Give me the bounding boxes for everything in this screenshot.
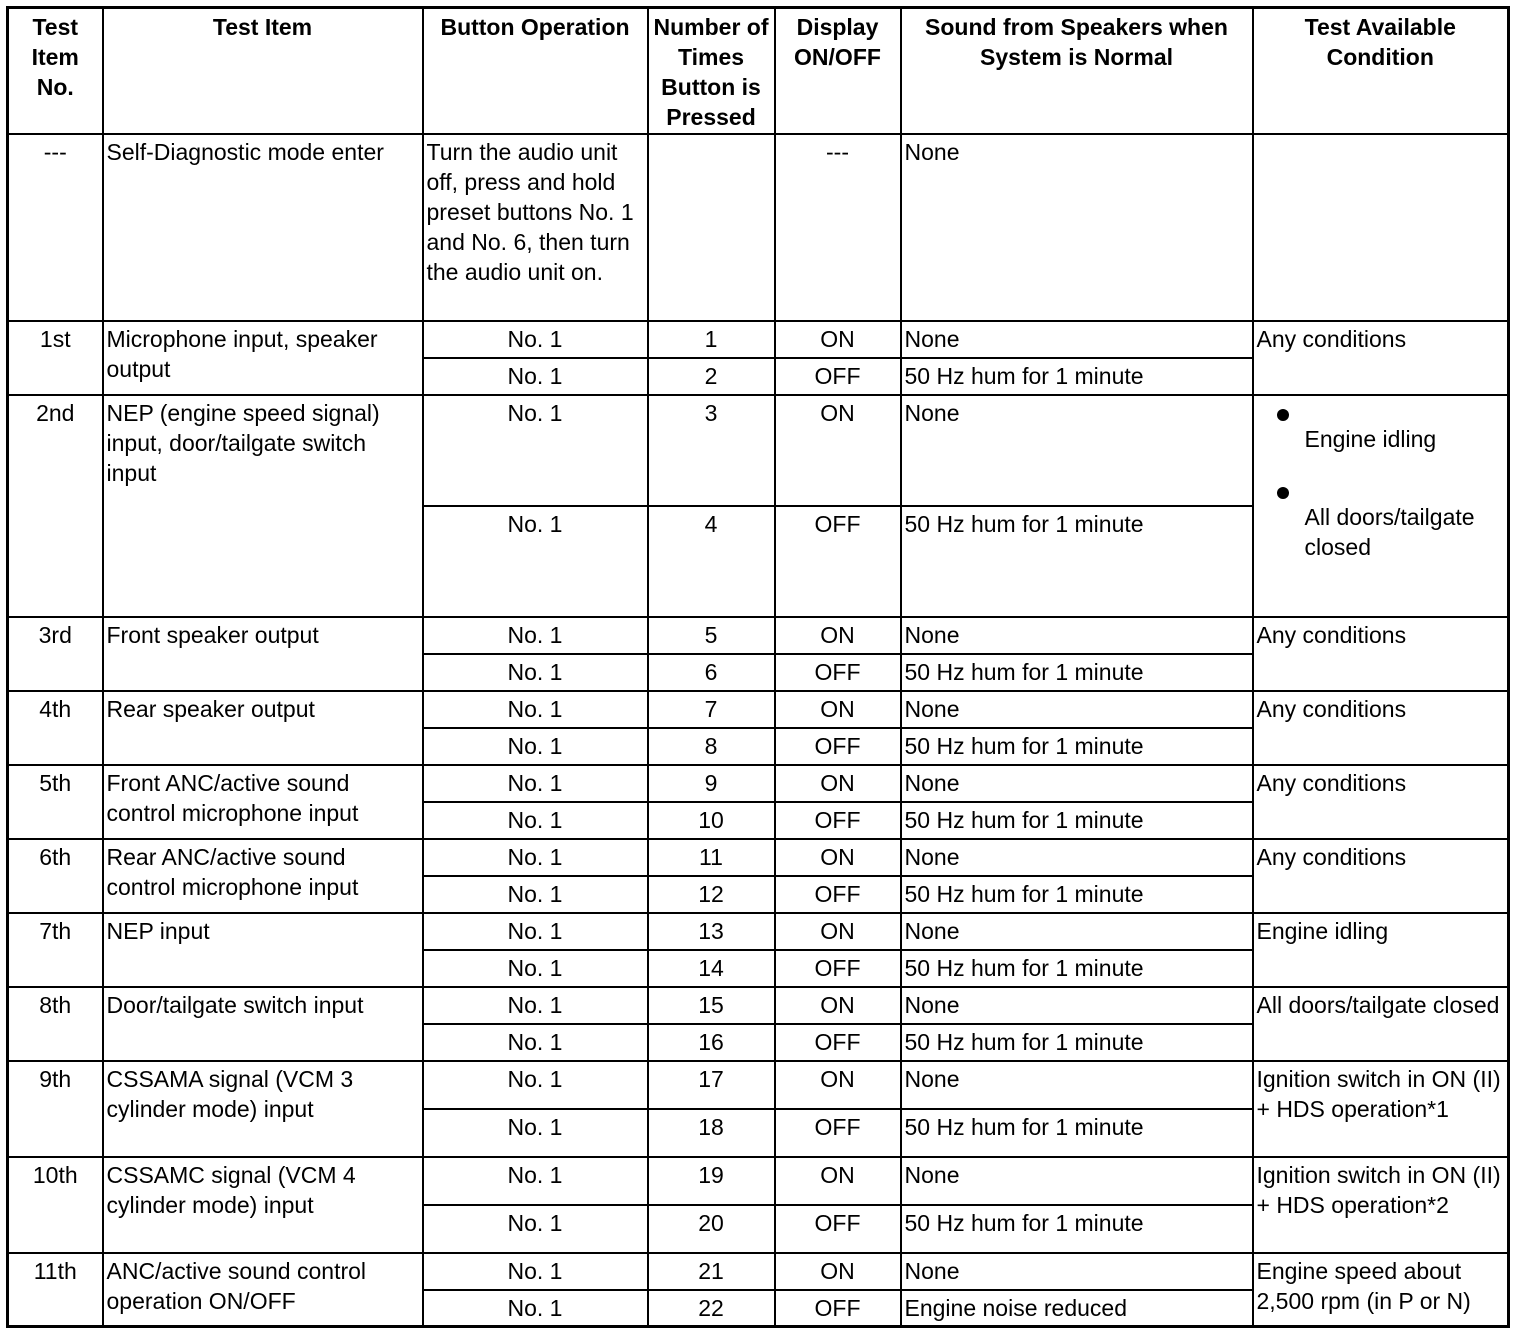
button-operation: No. 1 <box>423 913 648 950</box>
test-item-name: CSSAMA signal (VCM 3 cylinder mode) input <box>103 1061 423 1157</box>
display-state: OFF <box>775 654 901 691</box>
button-operation: No. 1 <box>423 765 648 802</box>
test-condition <box>1253 395 1509 617</box>
test-item-name: CSSAMC signal (VCM 4 cylinder mode) input <box>103 1157 423 1253</box>
speaker-sound: 50 Hz hum for 1 minute <box>901 506 1253 617</box>
speaker-sound: None <box>901 987 1253 1024</box>
speaker-sound: None <box>901 1157 1253 1205</box>
table-row <box>8 1157 1509 1205</box>
times-pressed: 15 <box>648 987 775 1024</box>
test-item-no: 11th <box>8 1253 103 1327</box>
display-state: ON <box>775 1061 901 1109</box>
button-operation: No. 1 <box>423 358 648 395</box>
speaker-sound: 50 Hz hum for 1 minute <box>901 876 1253 913</box>
header-button-operation: Button Operation <box>423 8 648 134</box>
table-row <box>8 1061 1509 1109</box>
test-condition: Any conditions <box>1253 691 1509 765</box>
speaker-sound: None <box>901 1253 1253 1290</box>
times-pressed: 22 <box>648 1290 775 1327</box>
test-item-name: ANC/active sound control operation ON/OFF <box>103 1253 423 1327</box>
display-state: ON <box>775 1253 901 1290</box>
times-pressed: 2 <box>648 358 775 395</box>
times-pressed: 11 <box>648 839 775 876</box>
test-condition: Any conditions <box>1253 617 1509 691</box>
speaker-sound: None <box>901 839 1253 876</box>
speaker-sound: None <box>901 1061 1253 1109</box>
test-condition: Engine idling <box>1253 913 1509 987</box>
button-operation: No. 1 <box>423 395 648 506</box>
display-state: OFF <box>775 728 901 765</box>
display-state: OFF <box>775 950 901 987</box>
display-state: ON <box>775 839 901 876</box>
display-state: ON <box>775 987 901 1024</box>
times-pressed: 3 <box>648 395 775 506</box>
speaker-sound: 50 Hz hum for 1 minute <box>901 950 1253 987</box>
times-pressed: 8 <box>648 728 775 765</box>
button-operation: No. 1 <box>423 1253 648 1290</box>
speaker-sound: 50 Hz hum for 1 minute <box>901 802 1253 839</box>
display-state: ON <box>775 765 901 802</box>
test-condition: Any conditions <box>1253 765 1509 839</box>
times-pressed: 9 <box>648 765 775 802</box>
times-pressed: 13 <box>648 913 775 950</box>
times-pressed: 4 <box>648 506 775 617</box>
button-operation: No. 1 <box>423 691 648 728</box>
display-state: OFF <box>775 876 901 913</box>
speaker-sound: None <box>901 395 1253 506</box>
times-pressed: 12 <box>648 876 775 913</box>
test-item-name: NEP input <box>103 913 423 987</box>
test-item-no: 3rd <box>8 617 103 691</box>
display-state: OFF <box>775 1205 901 1253</box>
test-condition: Ignition switch in ON (II) + HDS operation*1 <box>1253 1061 1509 1157</box>
test-item-no: 5th <box>8 765 103 839</box>
table-row <box>8 987 1509 1024</box>
button-operation: No. 1 <box>423 839 648 876</box>
table-row <box>8 1253 1509 1290</box>
header-display: Display ON/OFF <box>775 8 901 134</box>
table-row <box>8 321 1509 358</box>
speaker-sound: 50 Hz hum for 1 minute <box>901 728 1253 765</box>
test-item-no: 7th <box>8 913 103 987</box>
speaker-sound: None <box>901 765 1253 802</box>
speaker-sound: 50 Hz hum for 1 minute <box>901 1109 1253 1157</box>
button-operation: No. 1 <box>423 876 648 913</box>
display-state: ON <box>775 1157 901 1205</box>
test-item-no: 1st <box>8 321 103 395</box>
speaker-sound: 50 Hz hum for 1 minute <box>901 358 1253 395</box>
test-item-name: Front ANC/active sound control microphone input <box>103 765 423 839</box>
display-state: ON <box>775 321 901 358</box>
button-operation: No. 1 <box>423 617 648 654</box>
speaker-sound: Engine noise reduced <box>901 1290 1253 1327</box>
speaker-sound: 50 Hz hum for 1 minute <box>901 1024 1253 1061</box>
test-condition: Any conditions <box>1253 321 1509 395</box>
display-state: OFF <box>775 1290 901 1327</box>
button-operation: No. 1 <box>423 321 648 358</box>
test-item-name: Front speaker output <box>103 617 423 691</box>
test-item-no: 10th <box>8 1157 103 1253</box>
header-sound: Sound from Speakers when System is Normal <box>901 8 1253 134</box>
bullet-icon <box>1277 409 1289 421</box>
button-operation: No. 1 <box>423 728 648 765</box>
speaker-sound: None <box>901 617 1253 654</box>
test-item-name: Microphone input, speaker output <box>103 321 423 395</box>
speaker-sound: None <box>901 321 1253 358</box>
header-condition: Test Available Condition <box>1253 8 1509 134</box>
test-item-name: Rear ANC/active sound control microphone input <box>103 839 423 913</box>
test-item-no: 6th <box>8 839 103 913</box>
header-times-pressed: Number of Times Button is Pressed <box>648 8 775 134</box>
button-operation: No. 1 <box>423 1024 648 1061</box>
button-operation: No. 1 <box>423 802 648 839</box>
speaker-sound: 50 Hz hum for 1 minute <box>901 1205 1253 1253</box>
self-diag-item: Self-Diagnostic mode enter <box>103 134 423 321</box>
times-pressed: 1 <box>648 321 775 358</box>
test-condition: All doors/tailgate closed <box>1253 987 1509 1061</box>
self-diag-condition <box>1253 134 1509 321</box>
self-diagnostic-row <box>8 134 1509 321</box>
test-item-no: 8th <box>8 987 103 1061</box>
times-pressed: 14 <box>648 950 775 987</box>
times-pressed: 6 <box>648 654 775 691</box>
display-state: ON <box>775 691 901 728</box>
test-condition: Any conditions <box>1253 839 1509 913</box>
times-pressed: 18 <box>648 1109 775 1157</box>
test-item-name: NEP (engine speed signal) input, door/tailgate switch input <box>103 395 423 617</box>
display-state: OFF <box>775 506 901 617</box>
display-state: OFF <box>775 1024 901 1061</box>
speaker-sound: None <box>901 691 1253 728</box>
condition-text: All doors/tailgate closed <box>1304 503 1475 560</box>
times-pressed: 20 <box>648 1205 775 1253</box>
test-item-name: Rear speaker output <box>103 691 423 765</box>
test-condition: Ignition switch in ON (II) + HDS operation*2 <box>1253 1157 1509 1253</box>
times-pressed: 5 <box>648 617 775 654</box>
table-row <box>8 913 1509 950</box>
self-diag-no: --- <box>8 134 103 321</box>
table-row <box>8 691 1509 728</box>
display-state: ON <box>775 395 901 506</box>
bullet-icon <box>1277 487 1289 499</box>
speaker-sound: 50 Hz hum for 1 minute <box>901 654 1253 691</box>
self-diag-sound: None <box>901 134 1253 321</box>
test-item-no: 4th <box>8 691 103 765</box>
display-state: ON <box>775 617 901 654</box>
test-item-no: 9th <box>8 1061 103 1157</box>
button-operation: No. 1 <box>423 1290 648 1327</box>
self-diag-times <box>648 134 775 321</box>
test-item-name: Door/tailgate switch input <box>103 987 423 1061</box>
button-operation: No. 1 <box>423 1061 648 1109</box>
button-operation: No. 1 <box>423 950 648 987</box>
self-diag-button: Turn the audio unit off, press and hold preset buttons No. 1 and No. 6, then turn the audio unit on. <box>423 134 648 321</box>
self-diag-display: --- <box>775 134 901 321</box>
button-operation: No. 1 <box>423 654 648 691</box>
times-pressed: 21 <box>648 1253 775 1290</box>
test-item-no: 2nd <box>8 395 103 617</box>
header-test-item-no: Test Item No. <box>8 8 103 134</box>
test-condition: Engine speed about 2,500 rpm (in P or N) <box>1253 1253 1509 1327</box>
display-state: OFF <box>775 1109 901 1157</box>
header-row <box>8 8 1509 134</box>
times-pressed: 16 <box>648 1024 775 1061</box>
button-operation: No. 1 <box>423 1109 648 1157</box>
header-test-item: Test Item <box>103 8 423 134</box>
button-operation: No. 1 <box>423 1205 648 1253</box>
display-state: OFF <box>775 358 901 395</box>
times-pressed: 10 <box>648 802 775 839</box>
table-row <box>8 765 1509 802</box>
speaker-sound: None <box>901 913 1253 950</box>
display-state: ON <box>775 913 901 950</box>
condition-text: Engine idling <box>1304 425 1437 452</box>
display-state: OFF <box>775 802 901 839</box>
times-pressed: 7 <box>648 691 775 728</box>
table-row <box>8 395 1509 506</box>
button-operation: No. 1 <box>423 506 648 617</box>
times-pressed: 17 <box>648 1061 775 1109</box>
table-row <box>8 839 1509 876</box>
table-row <box>8 617 1509 654</box>
diagnostic-test-table <box>6 6 1510 1328</box>
button-operation: No. 1 <box>423 1157 648 1205</box>
button-operation: No. 1 <box>423 987 648 1024</box>
times-pressed: 19 <box>648 1157 775 1205</box>
